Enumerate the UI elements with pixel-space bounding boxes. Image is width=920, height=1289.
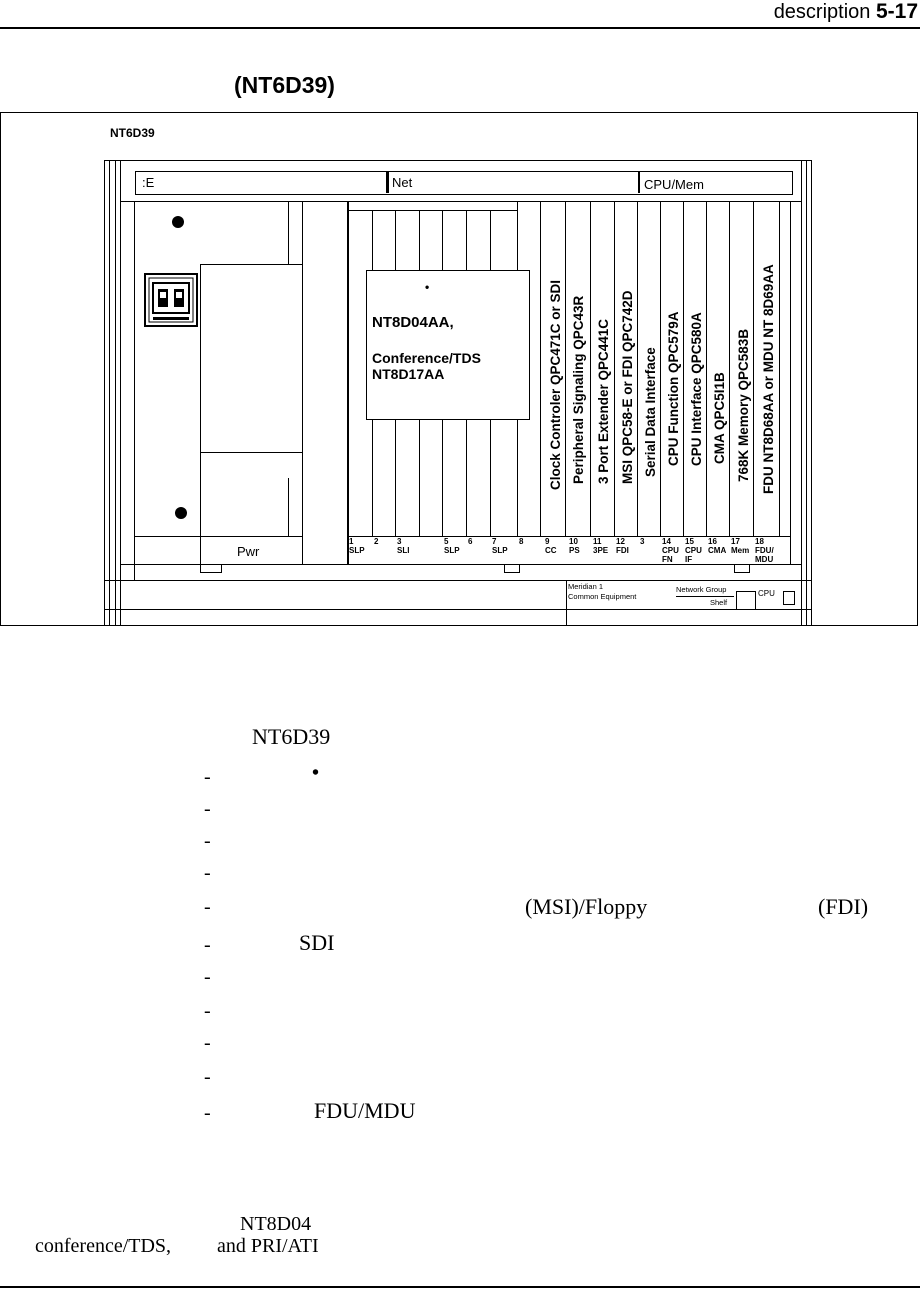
callout-dot: •: [425, 280, 430, 294]
net-label: Net: [392, 175, 413, 190]
slot-label: 12 FDI: [616, 537, 629, 555]
slot-label: 16 CMA: [708, 537, 727, 555]
card-label: CMA QPC5I1B: [712, 372, 727, 464]
card-label: 768K Memory QPC583B: [736, 328, 751, 482]
slot-label: 3: [640, 537, 645, 546]
legend-shelf: Shelf: [710, 598, 728, 607]
power-supply-panel: [134, 201, 303, 564]
cpu-mem-label: CPU/Mem: [644, 177, 704, 192]
slot-label: 6: [468, 537, 473, 546]
para-code: NT8D04: [240, 1213, 312, 1235]
screw-icon: [172, 216, 184, 228]
para-conference: conference/TDS,: [35, 1235, 172, 1257]
slot-label: 8: [519, 537, 524, 546]
msi-term: (MSI)/Floppy: [525, 894, 648, 919]
slot-label: 11 3PE: [593, 537, 609, 555]
legend-network-group: Network Group: [676, 585, 727, 594]
card-label: MSI QPC58-E or FDI QPC742D: [620, 290, 635, 484]
fdu-mdu-term: FDU/MDU: [314, 1098, 416, 1123]
card-label: FDU NT8D68AA or MDU NT 8D69AA: [761, 264, 776, 494]
list-bullet: -: [204, 862, 211, 884]
card-label: CPU Function QPC579A: [666, 311, 681, 466]
slot-label: 15 CPU IF: [685, 537, 702, 564]
cabinet-label: NT6D39: [110, 126, 155, 140]
list-bullet: -: [204, 798, 211, 820]
slot-label: 9 CC: [545, 537, 557, 555]
slot-label: 3 SLI: [397, 537, 410, 555]
list-bullet: -: [204, 896, 211, 918]
cabinet-code: NT6D39: [252, 724, 331, 749]
card-label: Serial Data Interface: [643, 347, 658, 477]
list-bullet: -: [204, 1000, 211, 1022]
card-label: 3 Port Extender QPC441C: [596, 318, 611, 484]
figure-legend: Meridian 1 Common Equipment: [568, 582, 637, 601]
page-number: 5-17: [875, 0, 918, 23]
power-label: Pwr: [237, 544, 260, 559]
list-bullet: -: [204, 1102, 211, 1124]
header-rule: [0, 27, 920, 29]
callout-line: Conference/TDS: [372, 350, 481, 366]
card-label: Peripheral Signaling QPC43R: [571, 295, 586, 484]
slot-label: 18 FDU/ MDU: [755, 537, 774, 564]
callout-box: [366, 270, 530, 420]
list-bullet: -: [204, 1066, 211, 1088]
slot-label: 10 PS: [569, 537, 580, 555]
slot-label: 1 SLP: [349, 537, 365, 555]
section-name: description: [773, 1, 871, 23]
ce-label: :E: [142, 175, 155, 190]
fdi-term: (FDI): [818, 894, 869, 919]
list-bullet: -: [204, 1032, 211, 1054]
list-bullet: -: [204, 766, 211, 788]
card-label: CPU Interface QPC580A: [689, 312, 704, 466]
list-bullet: -: [204, 934, 211, 956]
para-pri: and PRI/ATI: [217, 1235, 319, 1257]
breaker-switch-icon[interactable]: [144, 273, 198, 327]
section-title: (NT6D39): [234, 72, 335, 98]
page-header: [774, 0, 918, 24]
slot-label: 7 SLP: [492, 537, 508, 555]
legend-cpu: CPU: [758, 589, 775, 598]
list-mark: •: [312, 762, 320, 784]
sdi-term: SDI: [299, 930, 335, 955]
callout-line: NT8D17AA: [372, 366, 445, 382]
footer-rule: [0, 1286, 920, 1288]
screw-icon: [175, 507, 187, 519]
slot-label: 2: [374, 537, 379, 546]
slot-label: 17 Mem: [731, 537, 750, 555]
legend-swatch: [736, 591, 756, 610]
list-bullet: -: [204, 966, 211, 988]
callout-line: NT8D04AA,: [372, 314, 454, 331]
slot-label: 14 CPU FN: [662, 537, 679, 564]
card-label: Clock Controler QPC471C or SDI: [548, 279, 563, 490]
list-bullet: -: [204, 830, 211, 852]
slot-label: 5 SLP: [444, 537, 460, 555]
